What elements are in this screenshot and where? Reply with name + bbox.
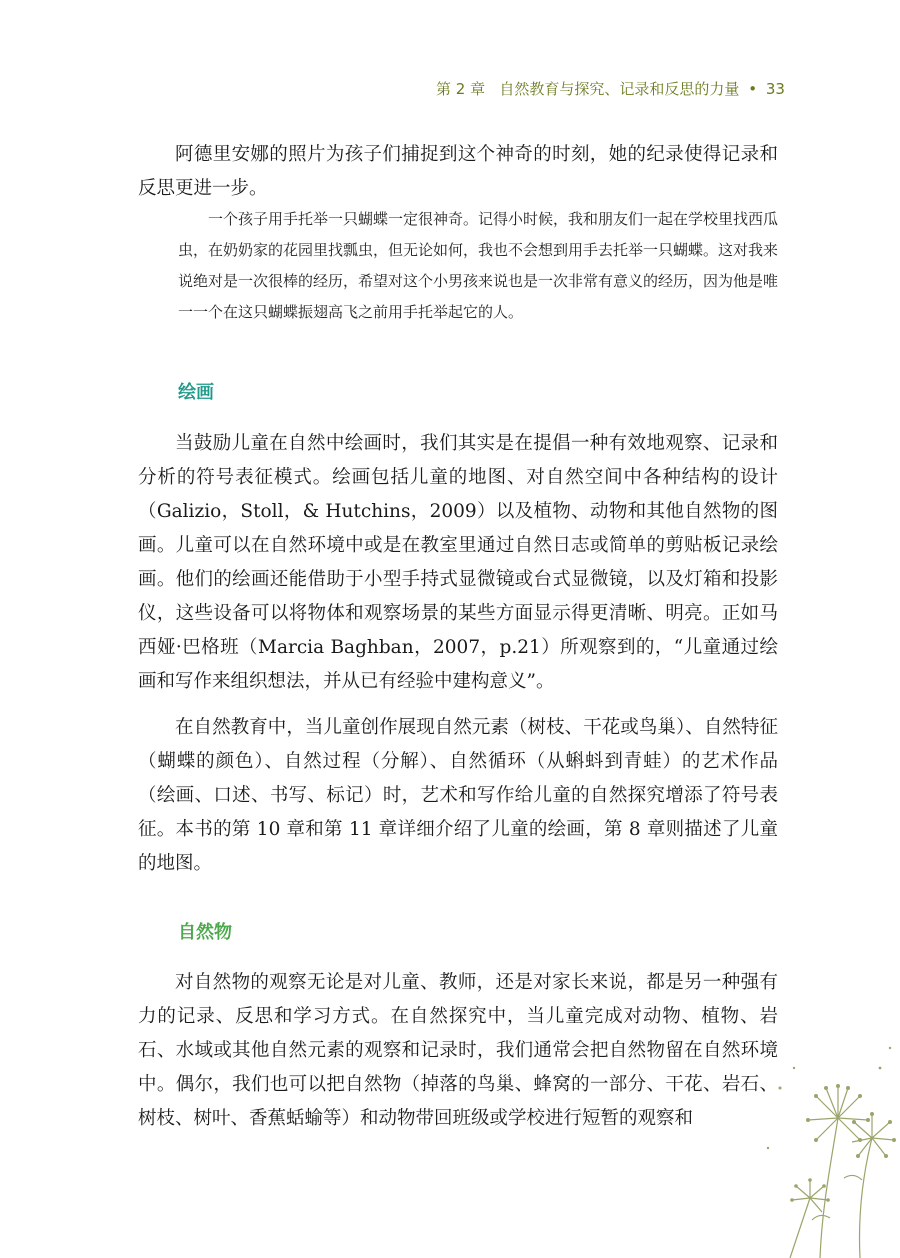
- dandelion-icon: [760, 1028, 900, 1258]
- natural-objects-paragraph: 对自然物的观察无论是对儿童、教师，还是对家长来说，都是另一种强有力的记录、反思和学习方式。在自然探究中，当儿童完成对动物、植物、岩石、水域或其他自然元素的观察和记录时，我们通常会把自然物留在自然环境中。偶尔，我们也可以把自然物（掉落的鸟巢、蜂窝的一部分、干花、岩石、树枝、树叶、香蕉蛞蝓等）和动物带回班级或学校进行短暂的观察和: [138, 972, 778, 1129]
- drawing-paragraph-2: 在自然教育中，当儿童创作展现自然元素（树枝、干花或鸟巢）、自然特征（蝴蝶的颜色）、自然过程（分解）、自然循环（从蝌蚪到青蛙）的艺术作品（绘画、口述、书写、标记）时，艺术和写作给儿童的自然探究增添了符号表征。本书的第 10 章和第 11 章详细介绍了儿童的绘画，第 8 章则描述了儿童的地图。: [138, 717, 778, 874]
- child-quote: 一个孩子用手托举一只蝴蝶一定很神奇。记得小时候，我和朋友们一起在学校里找西瓜虫，在奶奶家的花园里找瓢虫，但无论如何，我也不会想到用手去托举一只蝴蝶。这对我来说绝对是一次很棒的经历，希望对这个小男孩来说也是一次非常有意义的经历，因为他是唯一一个在这只蝴蝶振翅高飞之前用手托举起它的人。: [178, 210, 779, 321]
- chapter-title: 自然教育与探究、记录和反思的力量: [499, 80, 740, 98]
- intro-paragraph: 阿德里安娜的照片为孩子们捕捉到这个神奇的时刻，她的纪录使得记录和反思更进一步。: [138, 144, 778, 199]
- section-heading-natural-objects: 自然物: [178, 922, 232, 943]
- running-header: [436, 78, 816, 99]
- header-separator: •: [748, 80, 758, 98]
- page-number: 33: [765, 80, 785, 98]
- section-heading-drawing: 绘画: [178, 382, 214, 403]
- drawing-paragraph-1: 当鼓励儿童在自然中绘画时，我们其实是在提倡一种有效地观察、记录和分析的符号表征模式。绘画包括儿童的地图、对自然空间中各种结构的设计（Galizio，Stoll，& Hutchins，2009）以及植物、动物和其他自然物的图画。儿童可以在自然环境中或是在教室里通过自然日志或简单的剪贴板记录绘画。他们的绘画还能借助于小型手持式显微镜或台式显微镜，以及灯箱和投影仪，这些设备可以将物体和观察场景的某些方面显示得更清晰、明亮。正如马西娅·巴格班（Marcia Baghban，2007，p.21）所观察到的，“儿童通过绘画和写作来组织想法，并从已有经验中建构意义”。: [138, 433, 778, 692]
- chapter-number: 第 2 章: [436, 80, 486, 98]
